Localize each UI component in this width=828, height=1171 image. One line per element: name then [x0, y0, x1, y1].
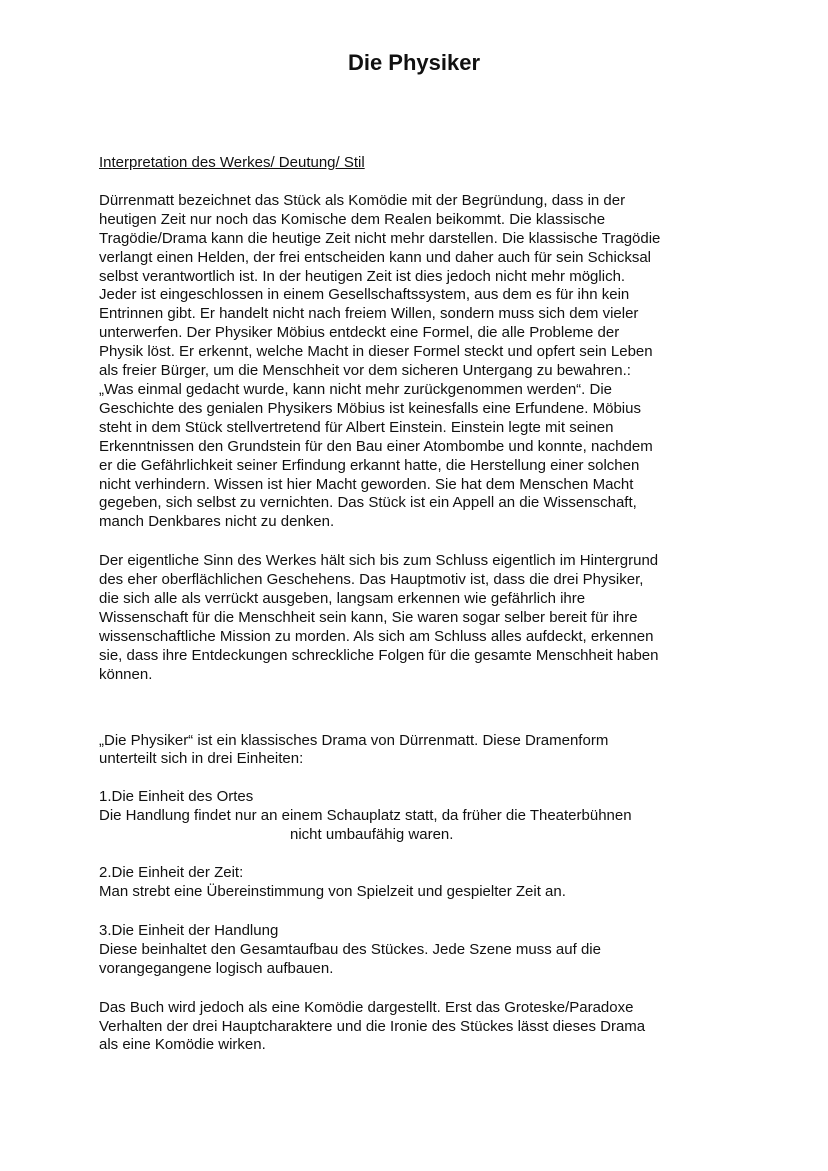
unity-time-title: 2.Die Einheit der Zeit: [99, 864, 244, 882]
unity-action-title: 3.Die Einheit der Handlung [99, 921, 279, 939]
paragraph-main-motif: Der eigentliche Sinn des Werkes hält sich bis zum Schluss eigentlich im Hintergrund des eher oberflächlichen Geschehens. Das Hauptmotiv ist, dass die drei Physiker, die sich alle als verrückt ausgeben, langsam erkennen wie gefährlich ihre Wissenschaft für die Menschheit sein kann, Sie waren sogar selber bereit für ihre wissenschaftliche Mission zu morden. Als sich am Schluss alles aufdeckt, erkennen sie, dass ihre Entdeckungen schreckliche Folgen für die gesamte Menschheit haben können. [99, 552, 659, 683]
unity-time-text: Man strebt eine Übereinstimmung von Spielzeit und gespielter Zeit an. [99, 883, 566, 900]
unity-place-text: Die Handlung findet nur an einem Schauplatz statt, da früher die Theaterbühnen [99, 807, 632, 825]
unity-place-text-continued: nicht umbaufähig waren. [290, 826, 454, 844]
paragraph-classic-drama: „Die Physiker“ ist ein klassisches Drama von Dürrenmatt. Diese Dramenform unterteilt sich in drei Einheiten: [99, 731, 609, 768]
unity-place-title: 1.Die Einheit des Ortes [99, 788, 254, 806]
document-body [99, 154, 739, 1055]
section-heading: Interpretation des Werkes/ Deutung/ Stil [99, 154, 365, 171]
unity-action-text: Diese beinhaltet den Gesamtaufbau des Stückes. Jede Szene muss auf die vorangegangene logisch aufbauen. [99, 940, 601, 977]
paragraph-genre-explanation: Dürrenmatt bezeichnet das Stück als Komödie mit der Begründung, dass in der heutigen Zeit nur noch das Komische dem Realen beikommt. Die klassische Tragödie/Drama kann die heutige Zeit nicht mehr darstellen. Die klassische Tragödie verlangt einen Helden, der frei entscheiden kann und daher auch für sein Schicksal selbst verantwortlich ist. In der heutigen Zeit ist dies jedoch nicht mehr möglich. Jeder ist eingeschlossen in einem Gesellschaftssystem, aus dem es für ihn kein Entrinnen gibt. Er handelt nicht nach freiem Willen, sondern muss sich dem vieler unterwerfen. Der Physiker Möbius entdeckt eine Formel, die alle Probleme der Physik löst. Er erkennt, welche Macht in dieser Formel steckt und opfert sein Leben als freier Bürger, um die Menschheit vor dem sicheren Untergang zu bewahren.: „Was einmal gedacht wurde, kann nicht mehr zurückgenommen werden“. Die Geschichte des genialen Physikers Möbius ist keinesfalls eine Erfundene. Möbius steht in dem Stück stellvertretend für Albert Einstein. Einstein legte mit seinen Erkenntnissen den Grundstein für den Bau einer Atombombe und konnte, nachdem er die Gefährlichkeit seiner Erfindung erkannt hatte, die Herstellung einer solchen nicht verhindern. Wissen ist hier Macht geworden. Sie hat dem Menschen Macht gegeben, sich selbst zu vernichten. Das Stück ist ein Appell an die Wissenschaft, manch Denkbares nicht zu denken. [99, 191, 661, 531]
paragraph-comedy: Das Buch wird jedoch als eine Komödie dargestellt. Erst das Groteske/Paradoxe Verhalten der drei Hauptcharaktere und die Ironie des Stückes lässt dieses Drama als eine Komödie wirken. [99, 998, 646, 1054]
document-title: Die Physiker [347, 50, 481, 75]
